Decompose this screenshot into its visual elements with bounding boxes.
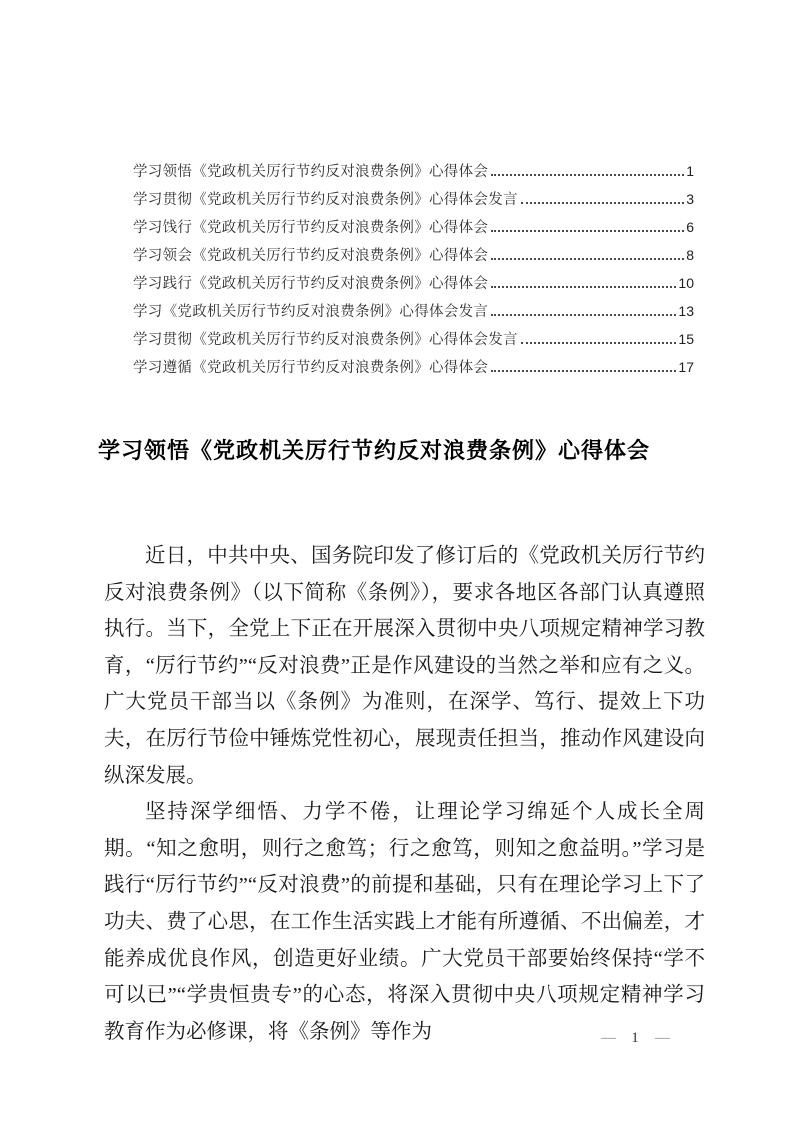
toc-entry [133, 325, 694, 353]
toc-entry-label: 学习《党政机关厉行节约反对浪费条例》心得体会发言 [133, 304, 489, 320]
toc-dot-leader [491, 370, 676, 372]
toc-dot-leader [521, 342, 677, 344]
toc-entry [133, 353, 694, 381]
toc-entry-label: 学习领悟《党政机关厉行节约反对浪费条例》心得体会 [133, 164, 489, 180]
toc-page-number: 3 [686, 191, 694, 207]
footer-right-dash: — [655, 1030, 669, 1046]
toc-entry-label: 学习饯行《党政机关厉行节约反对浪费条例》心得体会 [133, 220, 489, 236]
toc-page-number: 15 [678, 331, 694, 347]
body-paragraph: 近日，中共中央、国务院印发了修订后的《党政机关厉行节约反对浪费条例》（以下简称《条例》），要求各地区各部门认真遵照执行。当下，全党上下正在开展深入贯彻中央八项规定精神学习教育，“厉行节约”“反对浪费”正是作风建设的当然之举和应有之义。广大党员干部当以《条例》为准则，在深学、笃行、提效上下功夫，在厉行节俭中锤炼党性初心，展现责任担当，推动作风建设向纵深发展。 [104, 545, 705, 787]
toc-dot-leader [491, 286, 676, 288]
footer-left-dash: — [601, 1030, 615, 1046]
toc-page-number: 17 [678, 359, 694, 375]
toc-dot-leader [491, 174, 684, 176]
toc-entry-label: 学习遵循《党政机关厉行节约反对浪费条例》心得体会 [133, 360, 489, 376]
toc-dot-leader [491, 314, 676, 316]
toc-page-number: 10 [678, 275, 694, 291]
toc-entry-label: 学习贯彻《党政机关厉行节约反对浪费条例》心得体会发言 [133, 332, 518, 348]
toc-entry-label: 学习践行《党政机关厉行节约反对浪费条例》心得体会 [133, 276, 489, 292]
toc-entry [133, 185, 694, 213]
toc-entry [133, 269, 694, 297]
toc-page-number: 6 [686, 219, 694, 235]
body-paragraph: 坚持深学细悟、力学不倦，让理论学习绵延个人成长全周期。“知之愈明，则行之愈笃；行之愈笃，则知之愈益明。”学习是践行“厉行节约”“反对浪费”的前提和基础，只有在理论学习上下了功夫、费了心思，在工作生活实践上才能有所遵循、不出偏差，才能养成优良作风，创造更好业绩。广大党员干部要始终保持“学不可以已”“学贵恒贵专”的心态，将深入贯彻中央八项规定精神学习教育作为必修课，将《条例》等作为 [104, 801, 705, 1043]
toc-dot-leader [521, 202, 684, 204]
footer-page-number: 1 [631, 1030, 639, 1046]
toc-entry [133, 241, 694, 269]
toc-entry [133, 213, 694, 241]
toc-page-number: 13 [678, 303, 694, 319]
page-number-footer [601, 1030, 669, 1047]
toc-entry-label: 学习贯彻《党政机关厉行节约反对浪费条例》心得体会发言 [133, 192, 518, 208]
toc-dot-leader [491, 230, 684, 232]
toc-entry [133, 297, 694, 325]
article-title: 学习领悟《党政机关厉行节约反对浪费条例》心得体会 [98, 437, 651, 463]
toc-dot-leader [491, 258, 684, 260]
toc-page-number: 8 [686, 247, 694, 263]
toc-page-number: 1 [686, 163, 694, 179]
toc-entry-label: 学习领会《党政机关厉行节约反对浪费条例》心得体会 [133, 248, 489, 264]
article-body [104, 538, 705, 1050]
toc-entry [133, 157, 694, 185]
table-of-contents [133, 157, 694, 381]
